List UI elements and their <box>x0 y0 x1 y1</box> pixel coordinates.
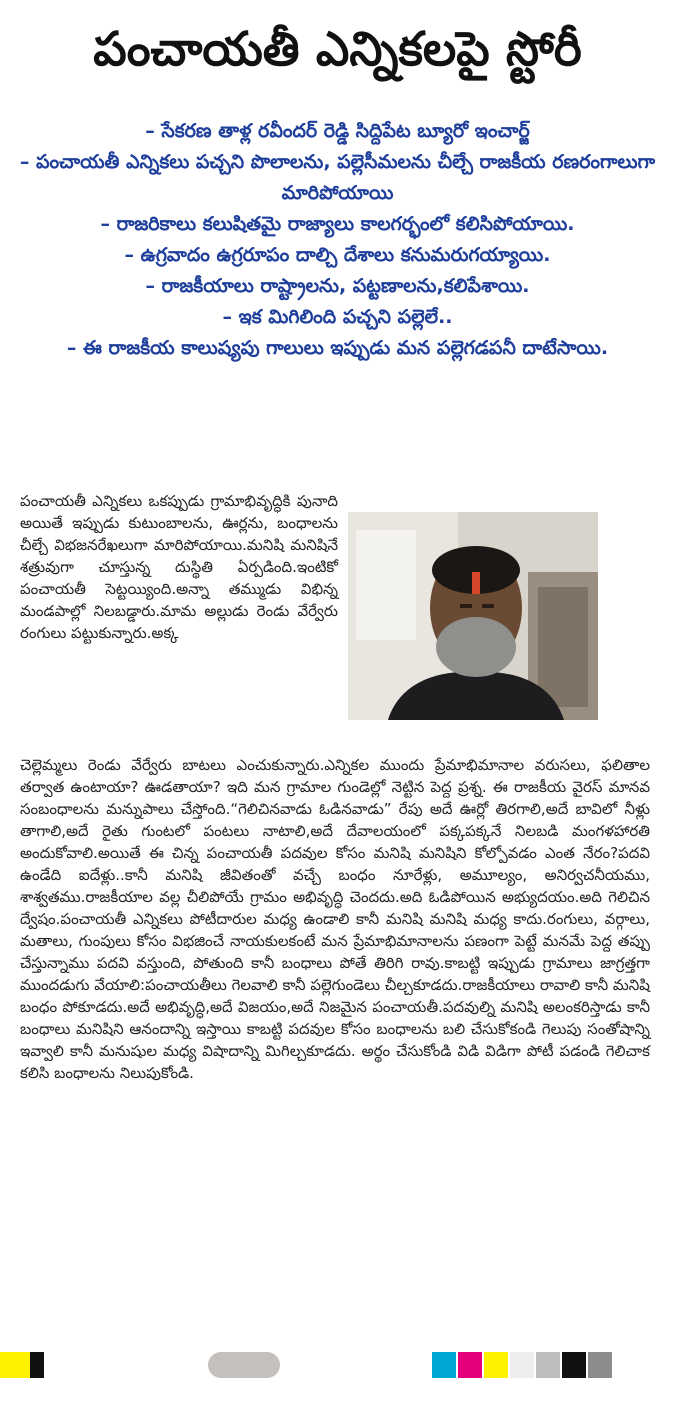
bullet-point: – ఇక మిగిలింది పచ్చని పల్లెలే.. <box>222 306 453 328</box>
registration-mark-left <box>0 1352 48 1378</box>
black-swatch <box>30 1352 44 1378</box>
bullet-point: – ఉగ్రవాదం ఉగ్రరూపం దాల్చి దేశాలు కనుమరుగయ్యాయి. <box>124 244 551 266</box>
cyan-swatch <box>432 1352 456 1378</box>
bullet-point: – రాజకీయాలు రాష్ట్రాలను, పట్టణాలను,కలిపేశాయి. <box>145 275 530 297</box>
light-gray-swatch <box>510 1352 534 1378</box>
black-swatch <box>562 1352 586 1378</box>
dark-gray-swatch <box>588 1352 612 1378</box>
yellow-swatch <box>484 1352 508 1378</box>
author-photo <box>348 512 598 720</box>
article-paragraph-column: పంచాయతీ ఎన్నికలు ఒకప్పుడు గ్రామాభివృద్ధికి పునాది అయితే ఇప్పుడు కుటుంబాలను, ఊర్లను, బంధాలను చీల్చే విభజనరేఖలుగా మారిపోయాయి.మనిషి మనిషినే శత్రువుగా చూస్తున్న దుస్థితి ఏర్పడింది.ఇంటికో పంచాయతీ సెట్టయ్యింది.అన్నా తమ్ముడు విభిన్న మండపాల్లో నిలబడ్డారు.మామ అల్లుడు రెండు వేర్వేరు రంగులు పట్టుకున్నారు.అక్క <box>20 492 338 642</box>
bullet-point: – రాజరికాలు కలుషితమై రాజ్యాలు కాలగర్భంలో కలిసిపోయాయి. <box>100 213 575 235</box>
mid-gray-swatch <box>536 1352 560 1378</box>
bullet-points <box>14 116 661 364</box>
gray-swatch <box>208 1352 280 1378</box>
article-column-text <box>20 490 338 644</box>
bullet-point: – ఈ రాజకీయ కాలుష్యపు గాలులు ఇప్పుడు మన పల్లెగడపనీ దాటేసాయి. <box>66 337 609 359</box>
bullet-point: – పంచాయతీ ఎన్నికలు పచ్చని పొలాలను, పల్లెసీమలను చీల్చే రాజకీయ రణరంగాలుగా మారిపోయాయి <box>19 151 656 204</box>
magenta-swatch <box>458 1352 482 1378</box>
registration-mark-center <box>208 1352 280 1378</box>
yellow-swatch <box>0 1352 30 1378</box>
bullet-point: – సేకరణ తాళ్ల రవీందర్ రెడ్డి సిద్దిపేట బ్యూరో ఇంచార్జ్ <box>145 120 530 142</box>
registration-mark-right <box>432 1352 618 1378</box>
headline: పంచాయతీ ఎన్నికలపై స్టోరీ <box>93 22 582 77</box>
article-full-text <box>20 754 650 1084</box>
article-paragraph-full: చెల్లెమ్మలు రెండు వేర్వేరు బాటలు ఎంచుకున్నారు.ఎన్నికల ముందు ప్రేమాభిమానాల వరుసలు, ఫలితాల తర్వాత ఉంటాయా? ఊడతాయా? ఇది మన గ్రామాల గుండెల్లో నెట్టిన పెద్ద ప్రశ్న. ఈ రాజకీయ వైరస్ మానవ సంబంధాలను మన్నుపాలు చేస్తోంది.“గెలిచినవాడు ఓడినవాడు” రేపు అదే ఊర్లో తిరగాలి,అదే బావిలో నీళ్లు తాగాలి,అదే రైతు గుంటలో పంటలు నాటాలి,అదే దేవాలయంలో పక్కపక్కనే నిలబడి మంగళహారతి అందుకోవాలి.అయితే ఈ చిన్న పంచాయతీ పదవుల కోసం మనిషి మనిషిని కోల్పోవడం ఎంత నేరం?పదవి ఉండేది ఐదేళ్లు..కానీ మనిషి జీవితంతో వచ్చే బంధం నూరేళ్లు, అమూల్యం, అనిర్వచనీయము, శాశ్వతము.రాజకీయాల వల్ల చీలిపోయే గ్రామం అభివృద్ధి చెందదు.అది ఓడిపోయిన అభ్యుదయం.అది గెలిచిన ద్వేషం.పంచాయతీ ఎన్నికలు పోటీదారుల మధ్య ఉండాలి కానీ మనిషి మనిషి మధ్య కాదు.రంగులు, వర్గాలు, మతాలు, గుంపులు కోసం విభజించే నాయకులకంటే మన ప్రేమాభిమానాలను పణంగా పెట్టే మనమే పెద్ద తప్పు చేస్తున్నాము పదవి వస్తుంది, పోతుంది కానీ బంధాలు పోతే తిరిగి రావు.కాబట్టి ఇప్పుడు గ్రామాలు జాగ్రత్తగా ముందడుగు వేయాలి:పంచాయతీలు గెలవాలి కానీ పల్లెగుండెలు చీల్చకూడదు.రాజకీయాలు రావాలి కానీ మనిషి బంధం పోకూడదు.అదే అభివృద్ధి,అదే విజయం,అదే నిజమైన పంచాయతీ.పదవుల్ని మనిషి అలంకరిస్తాడు కానీ బంధాలు మనిషిని ఆనందాన్ని ఇస్తాయి కాబట్టి పదవుల కోసం బంధాలను బలి చేసుకోకండి గెలుపు సంతోషాన్ని ఇవ్వాలి కానీ మనుషుల మధ్య విషాదాన్ని మిగిల్చకూడదు. అర్థం చేసుకోండి విడి విడిగా పోటీ పడండి గెలిచాక కలిసి బంధాలను నిలుపుకోండి. <box>20 756 650 1082</box>
